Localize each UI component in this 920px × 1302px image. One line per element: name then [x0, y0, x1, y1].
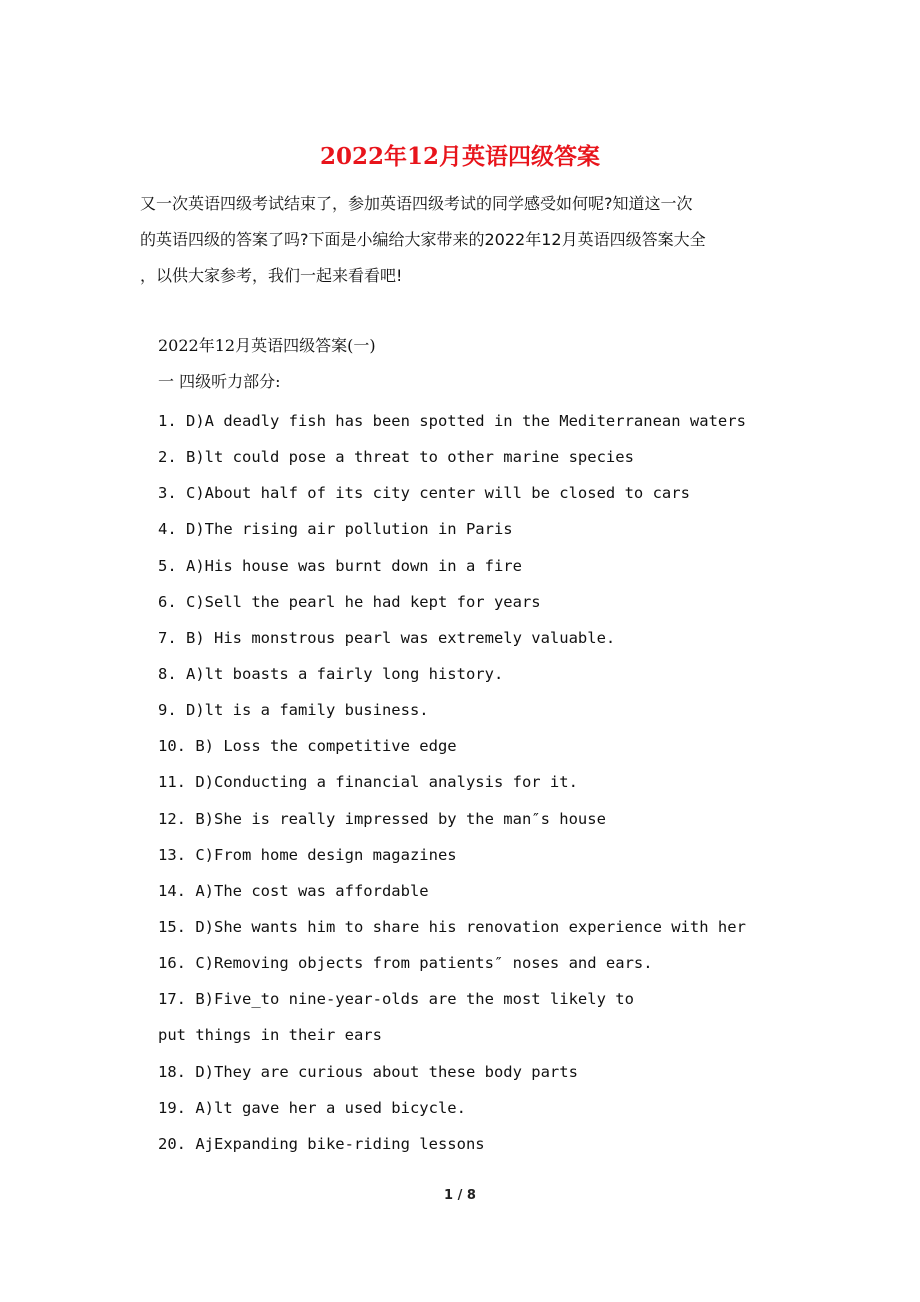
- page-title: 2022年12月英语四级答案: [319, 143, 601, 170]
- listening-subheading: 一 四级听力部分:: [158, 372, 281, 391]
- answer-item: 17. B)Five_to nine-year-olds are the most likely to: [158, 990, 634, 1009]
- answer-item: 1. D)A deadly fish has been spotted in the Mediterranean waters: [158, 412, 746, 430]
- answer-item: 11. D)Conducting a financial analysis for it.: [158, 773, 578, 792]
- answer-item: 14. A)The cost was affordable: [158, 881, 429, 900]
- answer-item: 6. C)Sell the pearl he had kept for years: [158, 592, 541, 611]
- answer-item: 12. B)She is really impressed by the man″s house: [158, 809, 606, 828]
- answer-item: 16. C)Removing objects from patients″ noses and ears.: [158, 954, 653, 973]
- answer-list: [158, 405, 858, 1164]
- answer-item: 9. D)lt is a family business.: [158, 701, 429, 720]
- section-heading: 2022年12月英语四级答案(一): [158, 336, 376, 355]
- answer-item: 5. A)His house was burnt down in a fire: [158, 556, 522, 575]
- intro-line: 的英语四级的答案了吗?下面是小编给大家带来的2022年12月英语四级答案大全: [140, 230, 706, 249]
- page-indicator: 1 / 8: [444, 1188, 476, 1203]
- answer-item: 19. A)lt gave her a used bicycle.: [158, 1098, 466, 1117]
- answer-item: 2. B)lt could pose a threat to other marine species: [158, 448, 634, 467]
- answer-item: 18. D)They are curious about these body parts: [158, 1062, 578, 1081]
- answer-item: 8. A)lt boasts a fairly long history.: [158, 664, 504, 683]
- answer-item: 7. B) His monstrous pearl was extremely valuable.: [158, 628, 616, 647]
- answer-item: 20. AjExpanding bike-riding lessons: [158, 1134, 485, 1153]
- answer-item-continuation: put things in their ears: [158, 1026, 382, 1045]
- intro-line: 又一次英语四级考试结束了，参加英语四级考试的同学感受如何呢?知道这一次: [140, 194, 693, 213]
- intro-paragraph: [140, 186, 800, 294]
- answer-item: 13. C)From home design magazines: [158, 845, 457, 864]
- answer-item: 4. D)The rising air pollution in Paris: [158, 520, 513, 539]
- answer-item: 15. D)She wants him to share his renovation experience with her: [158, 917, 746, 936]
- intro-line: ，以供大家参考，我们一起来看看吧!: [140, 266, 403, 285]
- answer-item: 3. C)About half of its city center will be closed to cars: [158, 484, 690, 503]
- answer-item: 10. B) Loss the competitive edge: [158, 737, 457, 756]
